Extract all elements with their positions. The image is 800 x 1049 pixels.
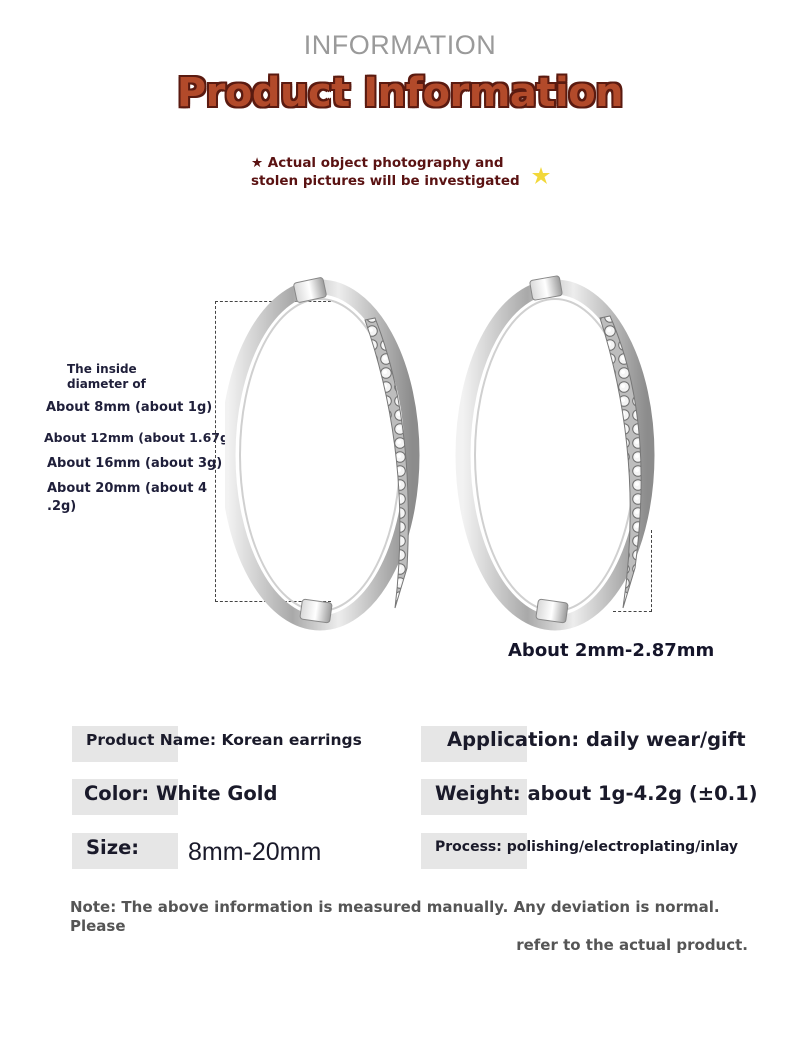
measurement-note <box>60 898 748 955</box>
application: Application: daily wear/gift <box>447 728 746 751</box>
photo-notice <box>251 154 541 190</box>
notice-line-2: stolen pictures will be investigated <box>251 173 520 189</box>
note-line-1: Note: The above information is measured manually. Any deviation is normal. Please <box>70 898 720 935</box>
product-color: Color: White Gold <box>84 782 278 805</box>
earring-photo <box>225 268 675 638</box>
weight: Weight: about 1g-4.2g (±0.1) <box>435 782 758 805</box>
left-earring <box>228 277 412 623</box>
diameter-size-16mm: About 16mm (about 3g) <box>47 456 223 471</box>
note-line-2: refer to the actual product. <box>516 936 748 954</box>
diameter-heading <box>67 362 146 392</box>
subtitle: INFORMATION <box>303 30 497 60</box>
diameter-heading-line-1: The inside <box>67 362 137 376</box>
size-label: Size: <box>86 836 140 859</box>
width-guide <box>613 530 652 612</box>
diameter-heading-line-2: diameter of <box>67 377 146 391</box>
diameter-size-12mm: About 12mm (about 1.67g) <box>44 430 235 445</box>
width-label: About 2mm-2.87mm <box>508 640 715 661</box>
diameter-size-20mm: About 20mm (about 4 .2g) <box>47 481 207 514</box>
diameter-size-8mm: About 8mm (about 1g) <box>46 400 213 415</box>
process: Process: polishing/electroplating/inlay <box>435 839 739 855</box>
page-title: Product Information <box>176 70 624 116</box>
notice-line-1: ★ Actual object photography and <box>251 155 504 171</box>
sparkle-star-icon <box>531 166 551 186</box>
product-name: Product Name: Korean earrings <box>86 731 362 749</box>
size-value: 8mm-20mm <box>188 838 322 866</box>
